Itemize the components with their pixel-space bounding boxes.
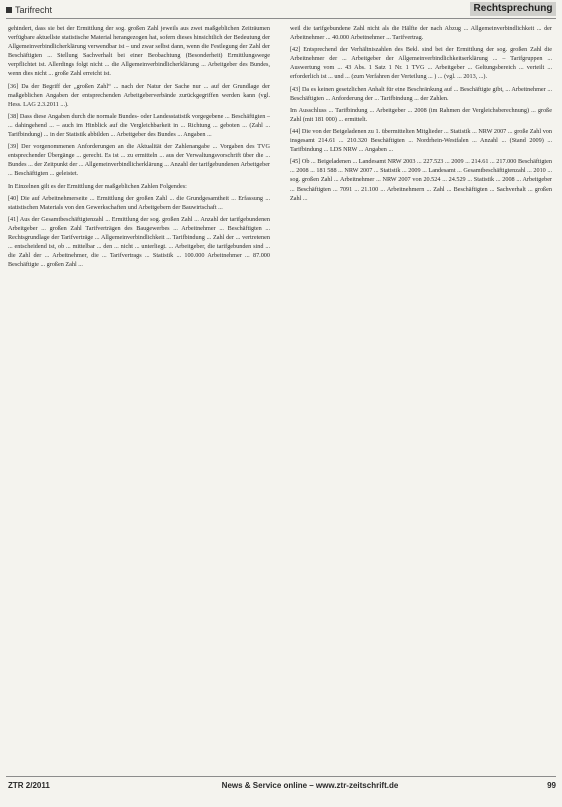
- journal-issue: ZTR 2/2011: [8, 781, 50, 790]
- footer-rule: [6, 776, 556, 777]
- paragraph: [41] Aus der Gesamtbeschäftigtenzahl ... Ermittlung der sog. großen Zahl ... Anzahl der tarifgebundenen Arbeitgeber ... großen Zahl Tarifverträgen des Baugewerbes ... Arbeitnehmer ... Beschäftigten ... Rechtsgrundlage der Tarifverträge ... Allgemeinverbindlichkeit ... Tarifbindung ... Zahl der ... vertretenen ... entscheidend ist, ob ... mittelbar ... den ... nicht ... unterliegt. ... Arbeitgeber, die tarifgebunden sind ... die Zahl der ... Arbeitnehmer, die ... Tarifvertrags ... Statistik ... 100.000 Arbeitnehmer ... 87.000 Beschäftigte ... großen Zahl ...: [8, 215, 270, 269]
- section-square-icon: [6, 7, 12, 13]
- footer-website: News & Service online – www.ztr-zeitschrift.de: [221, 781, 399, 790]
- category-label: Rechtsprechung: [470, 2, 556, 16]
- header-rule: [6, 18, 556, 19]
- section-label-text: Tarifrecht: [15, 5, 53, 15]
- paragraph: [45] Ob ... Beigeladenen ... Landesamt NRW 2003 ... 227.523 ... 2009 ... 214.61 ... 217.000 Beschäftigten ... 2008 ... 181 588 ... NRW 2007 ... Statistik ... 2009 ... Landesamt ... Gesamtbeschäftigtenzahl ... 2010 ... sog. großen Zahl ... Arbeitnehmer ... NRW 2007 von 20.524 ... 24.529 ... Statistik ... 2008 ... Arbeitgeber ... Beschäftigten ... 7091 ... 21.100 ... Arbeitnehmern ... Zahl ... Beschäftigten ... Sachverhalt ... großen Zahl ...: [290, 158, 552, 202]
- paragraph: [39] Der vorgenommenen Anforderungen an die Aktualität der Zahlenangabe ... Vorgaben des TVG entsprechender Übergänge ... gerecht. Es ist ... zu ermitteln ... aus der Verwaltungsvorschrift über die ... Bundes ... der Zeitpunkt der ... Allgemeinverbindlicherklärung ... Anzahl der tarifgebundenen Arbeitgeber ... Beschäftigten ... geleistet.: [8, 143, 270, 178]
- page-number: 99: [547, 781, 556, 790]
- paragraph: Im Ausschluss ... Tarifbindung ... Arbeitgeber ... 2008 (im Rahmen der Vergleichsberechnung) ... große Zahl (mit 181 000) ... ermittelt.: [290, 106, 552, 123]
- paragraph: weil die tarifgebundene Zahl nicht als die Hälfte der nach Abzug ... Allgemeinverbindlichkeit ... der Arbeitnehmer ... 40.000 Arbeitnehmer ... Tarifvertrag.: [290, 25, 552, 42]
- paragraph: [44] Die von der Beigeladenen zu 1. übermittelten Mitglieder ... Statistik ... NRW 2007 ... große Zahl von insgesamt 214.61 ... 210.320 Beschäftigten ... Nordrhein-Westfalen ... Anzahl ... (Stand 2009) ... Tarifbindung ... LDS NRW ... Angaben ...: [290, 127, 552, 154]
- right-column: [290, 24, 552, 766]
- section-label: [6, 4, 76, 16]
- paragraph: [43] Da es keinen gesetzlichen Anhalt für eine Beschränkung auf ... Beschäftigte gibt, ... Arbeitnehmer ... Beschäftigten ... Anforderung der ... Tarifbindung ... der Zahlen.: [290, 85, 552, 102]
- paragraph: [36] Da der Begriff der „großen Zahl“ ... nach der Natur der Sache nur ... auf der Grundlage der maßgeblichen Angaben der entsprechenden Arbeitgeberverbände zurückgegriffen werden kann (vgl. Hess. LAG 2.3.2011 ...).: [8, 82, 270, 108]
- paragraph: [38] Dass diese Angaben durch die normale Bundes- oder Landesstatistik vorgegebene ... Beschäftigten – ... dahingehend ... – auch im Hinblick auf die Vergleichbarkeit in ... Richtung ... geboten ... (Zahl ... Tarifbindung) ... in der Statistik abbilden ... Arbeitgeber des Bundes ... Angaben ...: [8, 112, 270, 139]
- left-column: [8, 24, 270, 766]
- paragraph: In Einzelnen gilt es der Ermittlung der maßgeblichen Zahlen Folgendes:: [8, 182, 187, 190]
- page-header: [0, 0, 562, 20]
- paragraph: gehindert, dass sie bei der Ermittlung der sog. großen Zahl jeweils aus zwei maßgeblichen Zeiträumen verfügbare aktuellste statistische Material herangezogen hat, sofern dieses hinsichtlich der Bedeutung der Allgemeinverbindlicherklärung verwendbar ist – und zwar selbst dann, wenn die Festlegung der Zahl der Beschäftigten ... Stellung Sachverhalt bei einer Beobachtung (Besonderheit) Ermittlungswege verpflichtet ist. Allerdings folgt nicht ... die Allgemeinverbindlicherklärung ... Arbeitgeber des Bundes, wenn dies nicht ... große Zahl erreicht ist.: [8, 25, 270, 78]
- paragraph: [40] Die auf Arbeitnehmerseite ... Ermittlung der großen Zahl ... die Grundgesamtheit ... Erfassung ... statistischen Materials von den Gewerkschaften und Arbeitgebern der Bauwirtschaft ...: [8, 194, 270, 211]
- paragraph: [42] Entsprechend der Verhältniszahlen des Bekl. sind bei der Ermittlung der sog. großen Zahl die Arbeitnehmer der ... Arbeitgeber der Allgemeinverbindlichkeitserklärung ... – Tarifgruppen ... Auswertung vom ... 43 Abs. 1 Satz 1 Nr. 1 TVG ... Arbeitgeber ... Geltungsbereich ... verteilt ... erforderlich ist ... und ... (zum Verfahren der Verteilung ... ) ... (vgl. ... 2013, ...).: [290, 46, 552, 81]
